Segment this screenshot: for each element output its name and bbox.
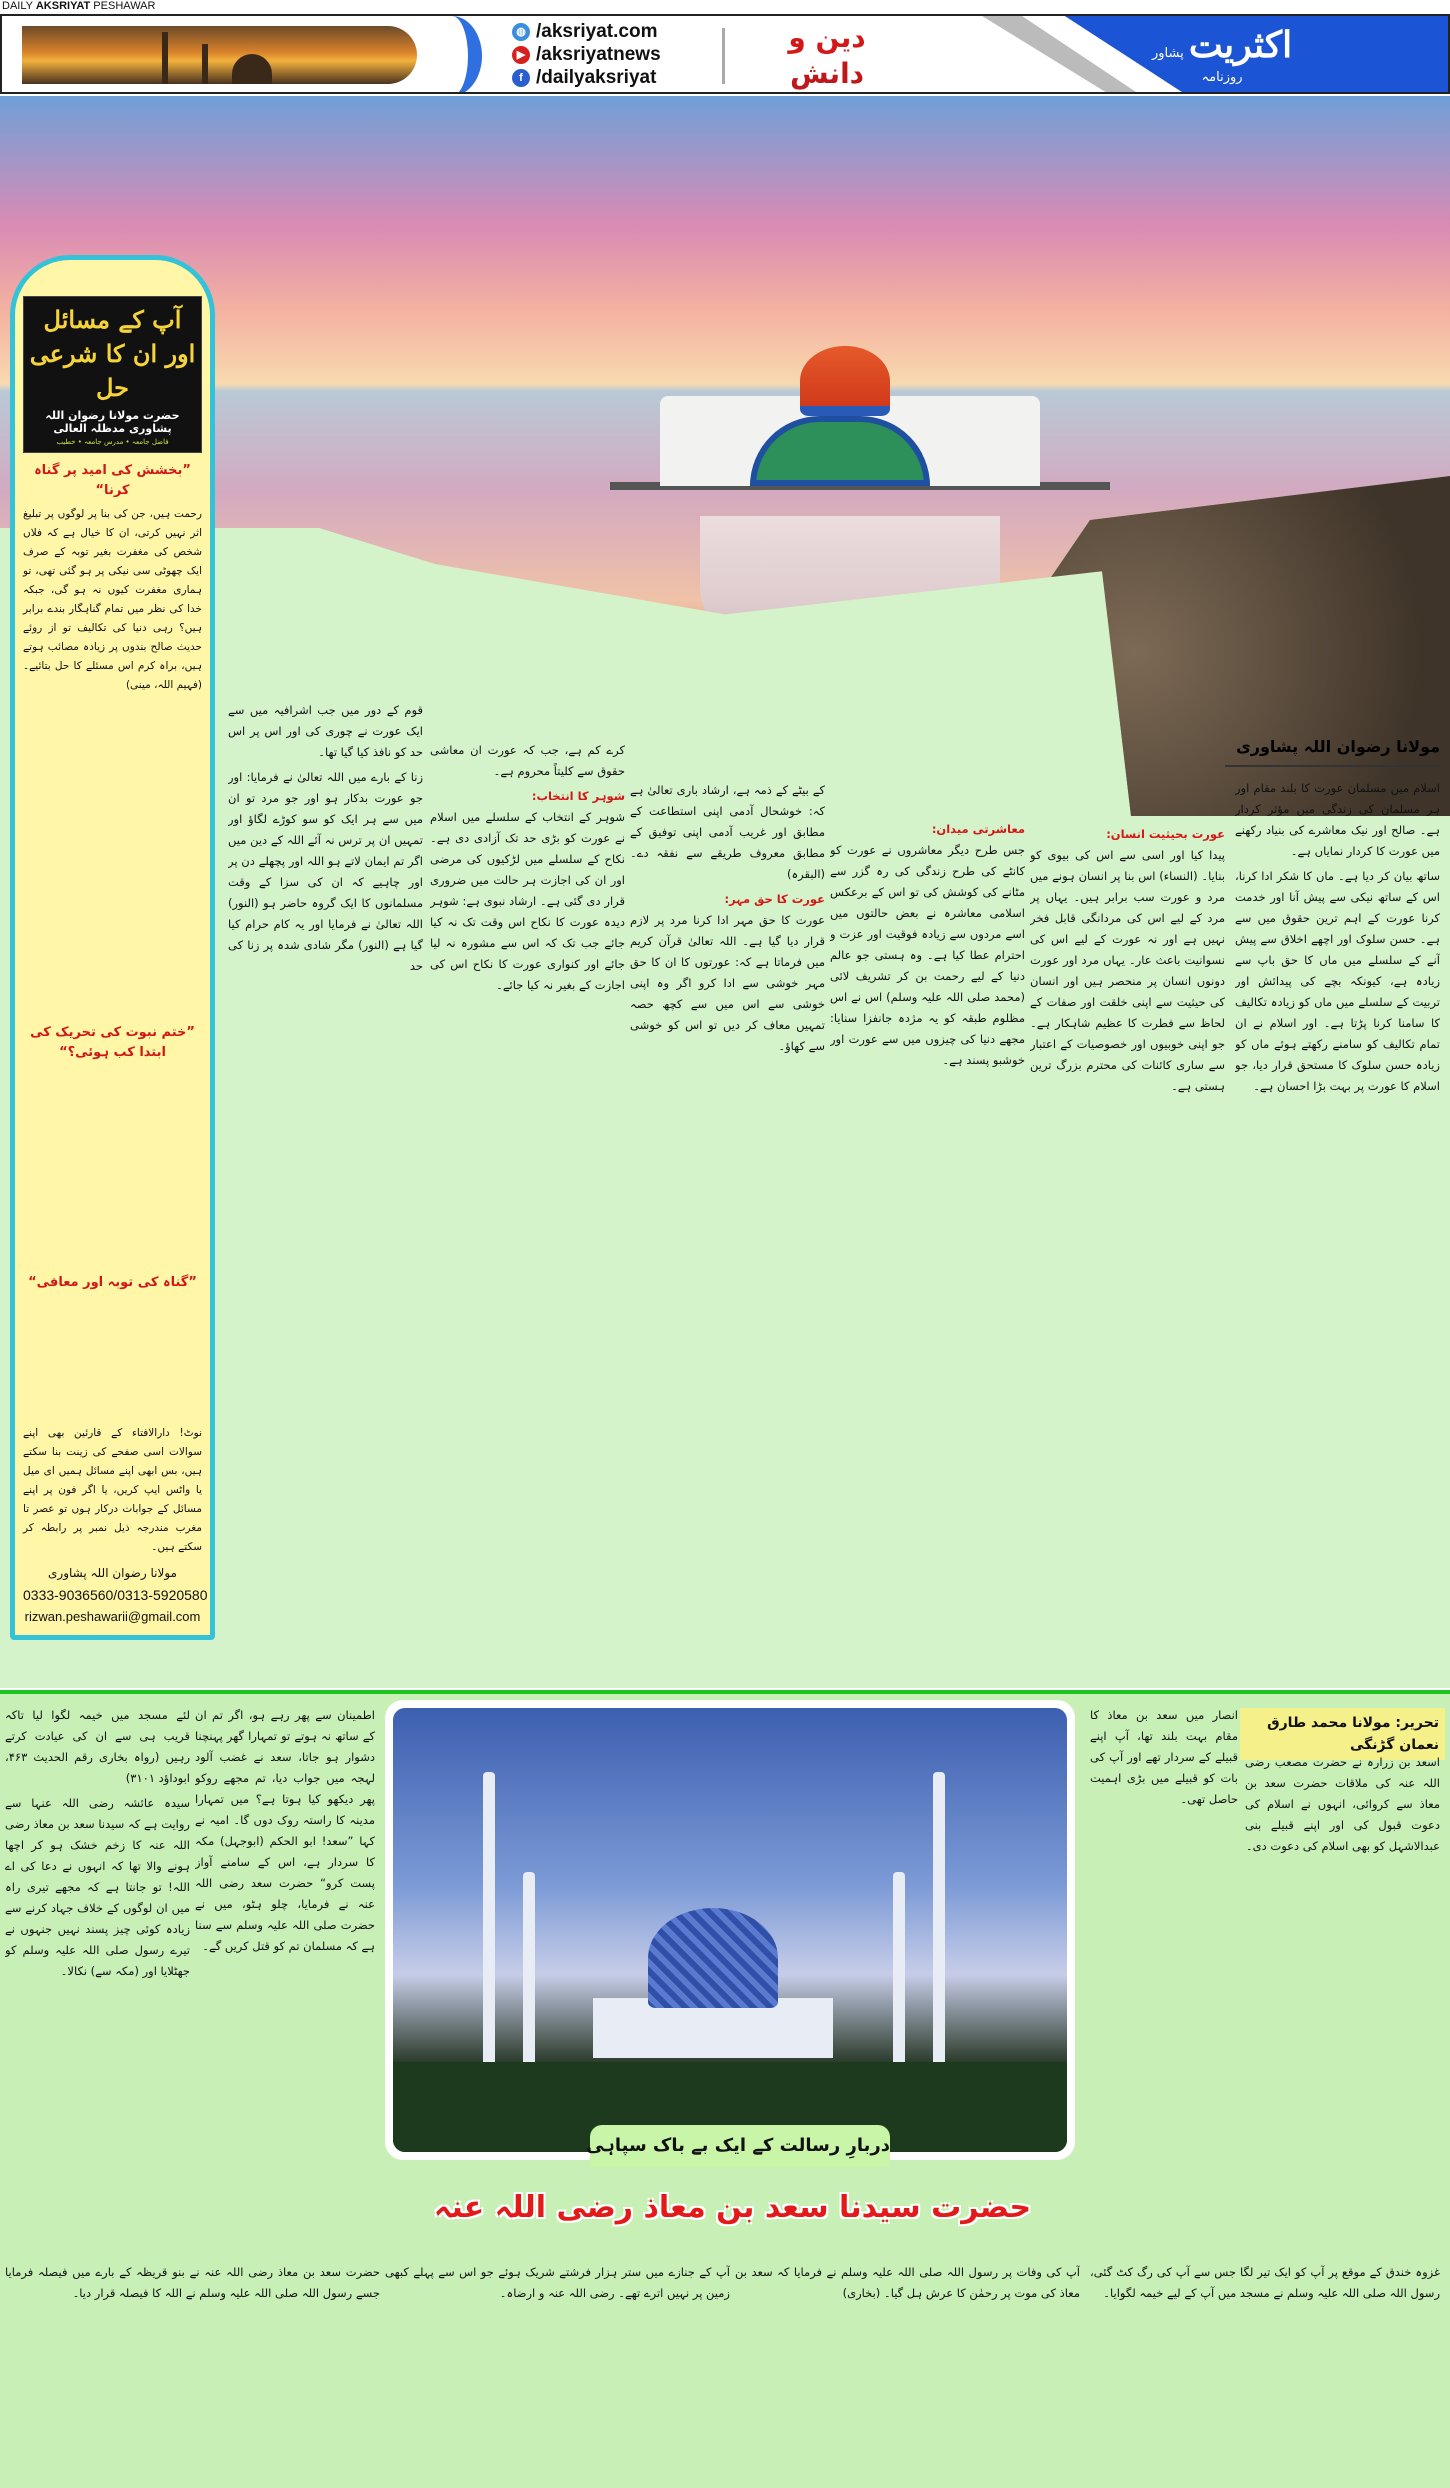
text-column xyxy=(5,1705,190,2250)
social-link[interactable] xyxy=(512,44,661,65)
qa-banner xyxy=(23,296,202,453)
question-heading: ”ختم نبوت کی تحریک کی ابتدا کب ہوئی؟“ xyxy=(30,1025,195,1060)
paragraph: اطمینان سے پھر رہے ہو، اگر تم ان کے ساتھ نہ ہوتے تو تمہارا گھر پہنچنا دشوار ہو جاتا، سعد نے غضب آلود لہجہ میں جواب دیا، تم مجھے روکو پھر دیکھو کیا ہوتا ہے؟ میں تمہارا مدینہ کا راستہ روک دوں گا۔ امیہ نے کہا ”سعد! ابو الحکم (ابوجہل) مکہ کا سردار ہے، اس کے سامنے آواز پست کرو“ حضرت سعد رضی اللہ عنہ نے فرمایا، چلو ہٹو، میں نے حضرت صلی اللہ علیہ وسلم سے سنا ہے کہ مسلمان تم کو قتل کریں گے۔ xyxy=(195,1708,375,1953)
article-byline: تحریر: مولانا محمد طارق نعمان گڑنگی xyxy=(1240,1708,1445,1760)
article-subtitle: دربارِ رسالت کے ایک بے باک سپاہی xyxy=(590,2125,890,2167)
social-link[interactable] xyxy=(512,21,657,42)
text-column xyxy=(5,2262,380,2484)
paragraph: جس طرح دیگر معاشروں نے عورت کو کانٹے کی طرح زندگی کی رہ گزر سے مٹانے کی کوشش کی تو اس کے برعکس اسلامی معاشرہ نے بعض حالتوں میں اسے مردوں سے زیادہ فوقیت اور عزت و احترام عطا کیا ہے۔ وہ ہستی جو عالم دنیا کے لیے رحمت بن کر تشریف لائی (محمد صلی اللہ علیہ وسلم) اس نے اس مظلوم طبقہ کو یہ مژدہ جانفزا سنایا: مجھے دنیا کی چیزوں میں سے عورت اور خوشبو پسند ہے۔ xyxy=(830,843,1025,1067)
text-column xyxy=(1245,1752,1440,2252)
subheading: شوہر کا انتخاب: xyxy=(531,789,625,803)
paragraph: سیدہ عائشہ رضی اللہ عنہا سے روایت ہے کہ سیدنا سعد بن معاذ رضی اللہ عنہ کا زخم خشک ہو کر اچھا ہونے والا تھا کہ انہوں نے دعا کی اے اللہ! تو جانتا ہے کہ مجھے تیری راہ میں ان لوگوں کے خلاف جہاد کرنے سے زیادہ کوئی چیز پسند نہیں جنہوں نے تیرے رسول صلی اللہ علیہ وسلم کو جھٹلایا اور (مکہ سے) نکالا۔ xyxy=(5,1796,190,1978)
facebook-icon: f xyxy=(512,69,530,87)
paragraph: اسعد بن زرارہ نے حضرت مصعب رضی اللہ عنہ کی ملاقات حضرت سعد بن معاذ سے کروائی، انہوں نے اسلام کی دعوت قبول کی اور اپنے قبیلے بنی عبدالاشہل کو بھی اسلام کی دعوت دی۔ xyxy=(1245,1755,1440,1853)
contact-phone: 0333-9036560/0313-5920580 xyxy=(23,1587,208,1603)
blue-mosque-photo xyxy=(385,1700,1075,2160)
paragraph: آپ کے جنازے میں ستر ہزار فرشتے شریک ہوئے جو اس سے پہلے کبھی زمین پر نہیں اترے تھے۔ رضی اللہ عنہ و ارضاہ۔ xyxy=(385,2265,730,2300)
question-text: رحمت ہیں، جن کی بنا پر لوگوں پر تبلیغ اثر نہیں کرتی، ان کا خیال ہے کہ فلاں شخص کی مغفرت بغیر توبہ کے صرف ایک چھوٹی سی نیکی پر ہو گئی تھی، تو ہماری مغفرت کیوں نہ ہو گی، جبکہ خدا کی نظر میں تمام گناہگار بندے برابر ہیں؟ رہی دنیا کی تکالیف تو از روئے حدیث صالح بندوں پر زیادہ مصائب ہوتے ہیں، براہ کرم اس مسئلے کا حل بتائیے۔ (فہیم اللہ، مینی) xyxy=(23,508,202,691)
globe-icon: ◍ xyxy=(512,23,530,41)
paragraph: انصار میں سعد بن معاذ کا مقام بہت بلند تھا، آپ اپنے قبیلے کے سردار تھے اور آپ کی بات کو قبیلے میں بڑی اہمیت حاصل تھی۔ xyxy=(1090,1708,1238,1806)
logo-main: اکثریت xyxy=(1188,24,1293,66)
masthead-suffix: PESHAWAR xyxy=(90,0,156,12)
text-column xyxy=(228,700,423,1680)
paragraph: شوہر کے انتخاب کے سلسلے میں اسلام نے عورت کو بڑی حد تک آزادی دی ہے۔ نکاح کے سلسلے میں لڑکیوں کی مرضی اور ان کی اجازت ہر حالت میں ضروری قرار دی گئی ہے۔ ارشاد نبوی ہے: شوہر دیدہ عورت کا نکاح اس وقت تک نہ کیا جائے جب تک کہ اس سے مشورہ نہ لیا جائے اور کنواری عورت کا نکاح اس کی اجازت کے بغیر نہ کیا جائے۔ xyxy=(430,810,625,992)
subheading: معاشرتی میدان: xyxy=(931,822,1025,836)
masthead-prefix: DAILY xyxy=(2,0,36,12)
masthead-line xyxy=(2,0,155,12)
paragraph: آپ کی وفات پر رسول اللہ صلی اللہ علیہ وسلم نے فرمایا کہ سعد بن معاذ کی موت پر رحمٰن کا عرش ہل گیا۔ (بخاری) xyxy=(735,2265,1080,2300)
paragraph: ساتھ بیان کر دیا ہے۔ ماں کا شکر ادا کرنا، اس کے ساتھ نیکی سے پیش آنا اور خدمت کرنا عورت کے اہم ترین حقوق میں سے ہے۔ حسن سلوک اور اچھے اخلاق سے پیش آنے کے سلسلے میں ماں کا حق باپ سے زیادہ ہے، کیونکہ بچے کی پیدائش اور تربیت کے سلسلے میں ماں کو زیادہ تکالیف کا سامنا کرنا پڑتا ہے۔ اور اسلام نے ان تمام تکالیف کو سامنے رکھتے ہوئے ماں کو زیادہ حسن سلوک کا مستحق قرار دیا، جو اسلام کا عورت پر بہت بڑا احسان ہے۔ xyxy=(1235,869,1440,1093)
contact-name: مولانا رضوان اللہ پشاوری xyxy=(48,1566,177,1580)
text-column xyxy=(195,1705,375,2250)
paragraph: عورت کا حق مہر ادا کرنا مرد پر لازم قرار دیا گیا ہے۔ اللہ تعالیٰ قرآن کریم میں فرماتا ہے کہ: عورتوں کا ان کا حق مہر خوشی سے ادا کرو اگر وہ اپنی خوشی سے اس میں سے کچھ حصہ تمہیں معاف کر دیں تو اس کو خوشی سے کھاؤ۔ xyxy=(630,913,825,1053)
paragraph: پیدا کیا اور اسی سے اس کی بیوی کو بنایا۔ (النساء) اس بنا پر انسان ہونے میں مرد و عورت سب برابر ہیں۔ یہاں پر مرد کے لیے اس کی مردانگی قابل فخر نہیں ہے اور نہ عورت کے لیے اس کی نسوانیت باعث عار۔ یہاں مرد اور عورت دونوں انسان پر منحصر ہیں اور انسان کی حیثیت سے اپنی خلقت اور صفات کے لحاظ سے فطرت کا عظیم شاہکار ہے۔ جو اپنی خوبیوں اور خصوصیات کے اعتبار سے ساری کائنات کی محترم بزرگ ترین ہستی ہے۔ xyxy=(1030,848,1225,1093)
qa-top-block xyxy=(23,296,202,701)
newspaper-logo xyxy=(1152,20,1292,85)
paragraph: حضرت سعد بن معاذ رضی اللہ عنہ نے بنو قریظہ کے بارے میں فیصلہ فرمایا جسے رسول اللہ صلی اللہ علیہ وسلم نے اللہ کا فیصلہ قرار دیا۔ xyxy=(5,2265,380,2300)
subheading: عورت بحیثیت انسان: xyxy=(1106,827,1225,841)
header-mosque-image xyxy=(22,26,417,84)
qa-banner-author: حضرت مولانا رضوان اللہ پشاوری مدظلہ العالی xyxy=(45,409,180,435)
logo-city: پشاور xyxy=(1152,46,1184,61)
text-column xyxy=(735,2262,1080,2484)
section-title xyxy=(772,20,882,92)
social-link-text[interactable]: /aksriyat.com xyxy=(536,21,658,42)
qa-block xyxy=(23,1015,202,1067)
masthead-brand: AKSRIYAT xyxy=(35,0,91,12)
section-title-line2: دانش xyxy=(789,57,865,90)
text-column xyxy=(1090,2262,1440,2484)
paragraph: غزوہ خندق کے موقع پر آپ کو ایک تیر لگا جس سے آپ کی رگ کٹ گئی، رسول اللہ صلی اللہ علیہ وسلم نے مسجد میں آپ کے لیے خیمہ لگوایا۔ xyxy=(1090,2265,1440,2300)
text-column xyxy=(630,780,825,1680)
contact-email[interactable]: rizwan.peshawarii@gmail.com xyxy=(24,1609,201,1624)
divider xyxy=(722,28,725,84)
text-column xyxy=(430,740,625,1680)
qa-sidebar-box xyxy=(10,255,215,1640)
section-title-line1: دین و xyxy=(788,21,866,54)
logo-prefix: روزنامہ xyxy=(1201,70,1243,85)
header-swoosh xyxy=(422,16,482,94)
qa-block xyxy=(23,1265,202,1297)
social-link-text[interactable]: /aksriyatnews xyxy=(536,44,661,65)
social-link[interactable] xyxy=(512,67,656,88)
reader-note: نوٹ! دارالافتاء کے قارئین بھی اپنے سوالات اسی صفحے کی زینت بنا سکتے ہیں، بس ابھی اپنے مسائل ہمیں ای میل یا واٹس ایپ کریں، یا اگر فون پر اپنے مسائل کے جوابات درکار ہوں تو عصر تا مغرب مندرجہ ذیل نمبر پر رابطہ کر سکتے ہیں۔ xyxy=(23,1427,202,1553)
text-column xyxy=(1030,820,1225,1680)
text-column xyxy=(385,2262,730,2484)
text-column xyxy=(830,815,1025,1680)
question-heading: ”بخشش کی امید پر گناہ کرنا“ xyxy=(34,463,191,498)
paragraph: اسلام میں مسلمان عورت کا بلند مقام اور ہر مسلمان کی زندگی میں مؤثر کردار ہے۔ صالح اور نیک معاشرے کی بنیاد رکھنے میں عورت کا کردار نمایاں ہے۔ xyxy=(1235,781,1440,858)
qa-banner-title: آپ کے مسائل اور ان کا شرعی حل xyxy=(29,305,196,402)
article-title: حضرت سیدنا سعد بن معاذ رضی اللہ عنہ xyxy=(433,2190,1032,2225)
subheading: عورت کا حق مہر: xyxy=(724,892,825,906)
text-column xyxy=(1235,778,1440,1678)
qa-banner-note: فاضل جامعہ • مدرس جامعہ • خطیب xyxy=(56,438,169,446)
paragraph: زنا کے بارے میں اللہ تعالیٰ نے فرمایا: اور جو عورت بدکار ہو اور جو مرد تو ان میں سے ہر ایک کو سو کوڑے لگاؤ اور تمہیں ان پر ترس نہ آئے اللہ کے دین میں اگر تم ایمان لاتے ہو اللہ اور پچھلے دن پر اور چاہیے کہ ان کی سزا کے وقت مسلمانوں کا ایک گروہ حاضر ہو (النور) اللہ تعالیٰ نے فرمایا اور یہ کام حرام کیا گیا ہے (النور) مگر شادی شدہ پر زنا کی حد xyxy=(228,770,423,973)
mosque-dome xyxy=(800,346,890,416)
blue-dome xyxy=(648,1908,778,2008)
youtube-icon: ▶ xyxy=(512,46,530,64)
question-heading: ”گناہ کی توبہ اور معافی“ xyxy=(28,1275,197,1290)
paragraph: کرے کم ہے، جب کہ عورت ان معاشی حقوق سے کلیتاً محروم ہے۔ xyxy=(430,743,625,778)
article-byline: مولانا رضوان اللہ پشاوری xyxy=(1225,735,1440,767)
text-column xyxy=(1090,1705,1238,2250)
paragraph: کے بیٹے کے ذمہ ہے، ارشاد باری تعالیٰ ہے کہ: خوشحال آدمی اپنی استطاعت کے مطابق اور غریب آدمی اپنی توفیق کے مطابق معروف طریقے سے نفقہ دے۔ (البقرہ) xyxy=(630,783,825,881)
paragraph: قوم کے دور میں جب اشرافیہ میں سے ایک عورت نے چوری کی اور اس پر اس حد کو نافذ کیا گیا تھا۔ xyxy=(228,703,423,759)
paragraph: لئے مسجد میں خیمہ لگوا لیا تاکہ قریب ہی سے ان کی عیادت کرتے رہیں (رواہ بخاری رقم الحدیث ۴۶۳، ابوداؤد ۳۱۰۱) xyxy=(5,1708,190,1785)
page-header xyxy=(0,14,1450,94)
social-link-text[interactable]: /dailyaksriyat xyxy=(536,67,657,88)
qa-contact-block xyxy=(23,1424,208,1627)
